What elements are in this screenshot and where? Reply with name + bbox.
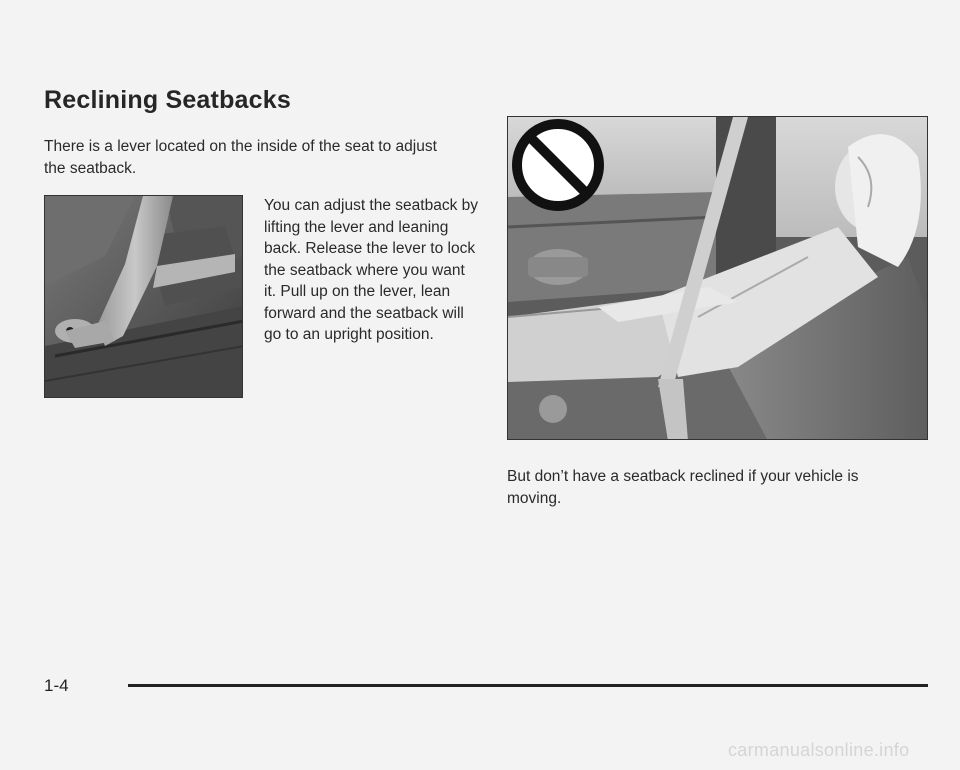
reclined-seat-scene [508, 117, 928, 440]
site-watermark: carmanualsonline.info [728, 740, 910, 760]
adjust-instructions: You can adjust the seatback by lifting the lever and leaning back. Release the lever to lock the seatback where you want it. Pull up on the lever, lean forward and the seatback will go to an upright position. [264, 197, 478, 343]
intro-paragraph: There is a lever located on the inside of the seat to adjust the seatback. [44, 138, 437, 177]
footer-rule [128, 684, 928, 687]
page-number: 1-4 [44, 676, 69, 695]
warning-caption: But don’t have a seatback reclined if your vehicle is moving. [507, 468, 859, 507]
seat-lever-illustration [45, 196, 243, 398]
seat-lever-photo [44, 195, 243, 398]
no-symbol-icon [517, 124, 599, 206]
reclined-passenger-illustration [507, 116, 928, 440]
section-title: Reclining Seatbacks [44, 86, 291, 114]
